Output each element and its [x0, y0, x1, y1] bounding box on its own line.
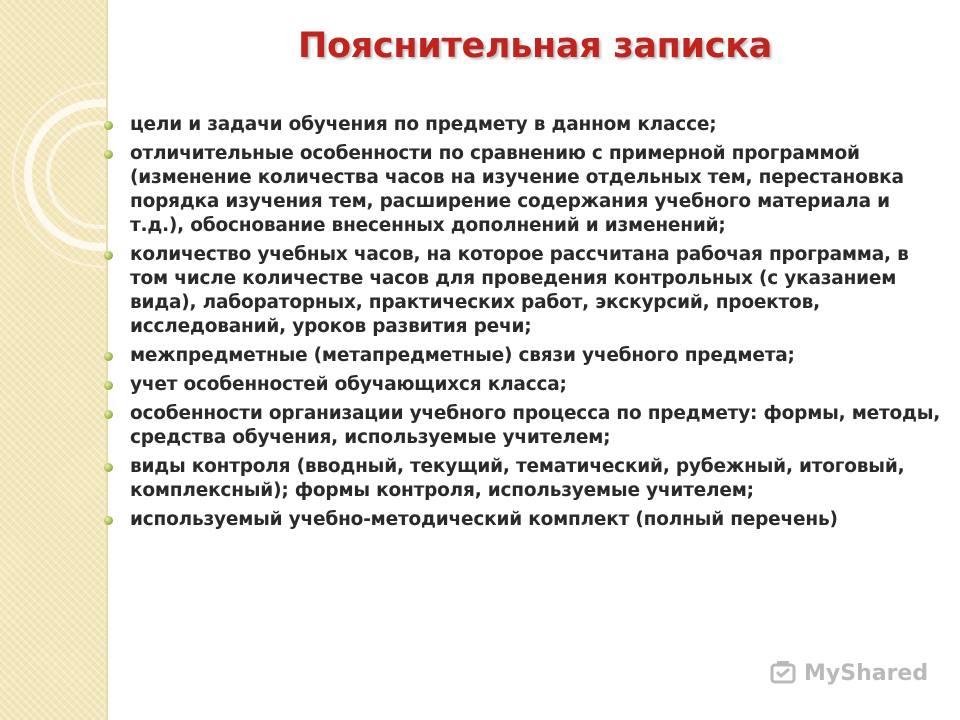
bullet-text: межпредметные (метапредметные) связи учебного предмета;: [130, 345, 795, 366]
bullet-icon: [104, 463, 113, 472]
bullet-icon: [104, 516, 113, 525]
list-item: [104, 455, 950, 503]
decorative-rings-icon: [0, 0, 106, 720]
list-item: [104, 508, 950, 532]
myshared-logo-icon: [768, 658, 798, 688]
bullet-text: отличительные особенности по сравнению с примерной программой (изменение количества часов на изучение отдельных тем, перестановка порядка изучения тем, расширение содержания учебного материала и т.д.), обоснование внесенных дополнений и изменений;: [130, 143, 904, 236]
bullet-icon: [104, 150, 113, 159]
bullet-text: цели и задачи обучения по предмету в данном классе;: [130, 114, 717, 135]
bullet-text: количество учебных часов, на которое рассчитана рабочая программа, в том числе количестве часов для проведения контрольных (с указанием вида), лабораторных, практических работ, экскурсий, проектов, исследований, уроков развития речи;: [130, 244, 909, 337]
bullet-icon: [104, 121, 113, 130]
decorative-side-panel: [0, 0, 108, 720]
bullet-icon: [104, 381, 113, 390]
list-item: [104, 243, 950, 339]
bullet-list: [104, 113, 950, 537]
list-item: [104, 373, 950, 397]
list-item: [104, 142, 950, 238]
bullet-text: особенности организации учебного процесса по предмету: формы, методы, средства обучения, используемые учителем;: [130, 403, 941, 448]
bullet-icon: [104, 410, 113, 419]
list-item: [104, 113, 950, 137]
list-item: [104, 402, 950, 450]
watermark-text: MyShared: [804, 660, 929, 686]
bullet-text: виды контроля (вводный, текущий, тематический, рубежный, итоговый, комплексный); формы контроля, используемые учителем;: [130, 456, 905, 501]
list-item: [104, 344, 950, 368]
bullet-icon: [104, 352, 113, 361]
bullet-text: учет особенностей обучающихся класса;: [130, 374, 567, 395]
bullet-icon: [104, 251, 113, 260]
slide-title: Пояснительная записка: [298, 26, 772, 66]
myshared-watermark[interactable]: [768, 658, 928, 688]
bullet-text: используемый учебно-методический комплект (полный перечень): [130, 509, 838, 530]
